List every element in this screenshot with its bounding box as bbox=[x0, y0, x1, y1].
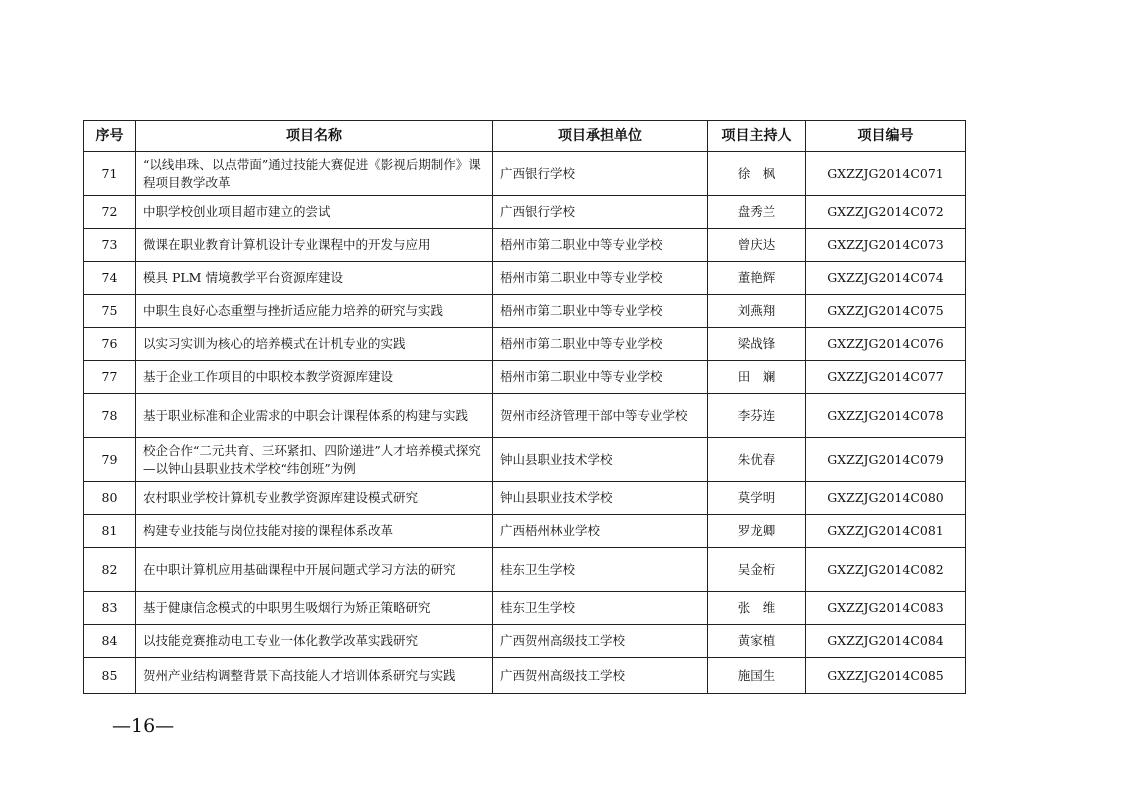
cell-num: 83 bbox=[84, 592, 136, 625]
cell-num: 77 bbox=[84, 361, 136, 394]
cell-num: 78 bbox=[84, 394, 136, 438]
header-host: 项目主持人 bbox=[708, 121, 806, 152]
table-row bbox=[84, 592, 966, 625]
cell-code: GXZZJG2014C073 bbox=[806, 229, 966, 262]
table-row bbox=[84, 625, 966, 658]
cell-code: GXZZJG2014C078 bbox=[806, 394, 966, 438]
table-row bbox=[84, 548, 966, 592]
cell-unit: 广西银行学校 bbox=[493, 196, 708, 229]
cell-unit: 钟山县职业技术学校 bbox=[493, 438, 708, 482]
cell-name: “以线串珠、以点带面”通过技能大赛促进《影视后期制作》课程项目教学改革 bbox=[136, 152, 493, 196]
cell-name: 中职生良好心态重塑与挫折适应能力培养的研究与实践 bbox=[136, 295, 493, 328]
cell-code: GXZZJG2014C080 bbox=[806, 482, 966, 515]
cell-name: 校企合作“二元共育、三环紧扣、四阶递进”人才培养模式探究—以钟山县职业技术学校“纬创班”为例 bbox=[136, 438, 493, 482]
cell-code: GXZZJG2014C075 bbox=[806, 295, 966, 328]
cell-name: 以实习实训为核心的培养模式在计机专业的实践 bbox=[136, 328, 493, 361]
cell-unit: 梧州市第二职业中等专业学校 bbox=[493, 361, 708, 394]
cell-name: 中职学校创业项目超市建立的尝试 bbox=[136, 196, 493, 229]
table-row bbox=[84, 262, 966, 295]
cell-name: 农村职业学校计算机专业教学资源库建设模式研究 bbox=[136, 482, 493, 515]
cell-unit: 梧州市第二职业中等专业学校 bbox=[493, 229, 708, 262]
cell-code: GXZZJG2014C076 bbox=[806, 328, 966, 361]
cell-code: GXZZJG2014C077 bbox=[806, 361, 966, 394]
cell-host: 莫学明 bbox=[708, 482, 806, 515]
cell-host: 董艳辉 bbox=[708, 262, 806, 295]
cell-num: 80 bbox=[84, 482, 136, 515]
table-row bbox=[84, 438, 966, 482]
table-row bbox=[84, 361, 966, 394]
cell-code: GXZZJG2014C085 bbox=[806, 658, 966, 694]
cell-code: GXZZJG2014C081 bbox=[806, 515, 966, 548]
cell-num: 81 bbox=[84, 515, 136, 548]
table-row bbox=[84, 482, 966, 515]
cell-host: 李芬连 bbox=[708, 394, 806, 438]
cell-unit: 桂东卫生学校 bbox=[493, 548, 708, 592]
cell-unit: 梧州市第二职业中等专业学校 bbox=[493, 262, 708, 295]
cell-num: 75 bbox=[84, 295, 136, 328]
cell-unit: 梧州市第二职业中等专业学校 bbox=[493, 295, 708, 328]
table-row bbox=[84, 196, 966, 229]
header-name: 项目名称 bbox=[136, 121, 493, 152]
cell-host: 吴金桁 bbox=[708, 548, 806, 592]
table-row bbox=[84, 328, 966, 361]
cell-code: GXZZJG2014C079 bbox=[806, 438, 966, 482]
cell-unit: 梧州市第二职业中等专业学校 bbox=[493, 328, 708, 361]
cell-host: 施国生 bbox=[708, 658, 806, 694]
cell-host: 徐 枫 bbox=[708, 152, 806, 196]
cell-num: 76 bbox=[84, 328, 136, 361]
cell-unit: 桂东卫生学校 bbox=[493, 592, 708, 625]
table-body bbox=[84, 152, 966, 694]
cell-name: 贺州产业结构调整背景下高技能人才培训体系研究与实践 bbox=[136, 658, 493, 694]
cell-code: GXZZJG2014C084 bbox=[806, 625, 966, 658]
cell-host: 盘秀兰 bbox=[708, 196, 806, 229]
cell-name: 微课在职业教育计算机设计专业课程中的开发与应用 bbox=[136, 229, 493, 262]
table-row bbox=[84, 658, 966, 694]
cell-code: GXZZJG2014C074 bbox=[806, 262, 966, 295]
project-table bbox=[83, 120, 966, 694]
table-row bbox=[84, 295, 966, 328]
page-number: —16— bbox=[112, 715, 175, 737]
cell-num: 74 bbox=[84, 262, 136, 295]
cell-name: 模具 PLM 情境教学平台资源库建设 bbox=[136, 262, 493, 295]
cell-host: 罗龙卿 bbox=[708, 515, 806, 548]
cell-num: 84 bbox=[84, 625, 136, 658]
cell-num: 72 bbox=[84, 196, 136, 229]
header-unit: 项目承担单位 bbox=[493, 121, 708, 152]
cell-host: 田 斓 bbox=[708, 361, 806, 394]
cell-unit: 贺州市经济管理干部中等专业学校 bbox=[493, 394, 708, 438]
cell-num: 85 bbox=[84, 658, 136, 694]
cell-code: GXZZJG2014C071 bbox=[806, 152, 966, 196]
header-num: 序号 bbox=[84, 121, 136, 152]
cell-name: 以技能竞赛推动电工专业一体化教学改革实践研究 bbox=[136, 625, 493, 658]
cell-num: 82 bbox=[84, 548, 136, 592]
cell-host: 朱优春 bbox=[708, 438, 806, 482]
table-header-row bbox=[84, 121, 966, 152]
cell-unit: 广西贺州高级技工学校 bbox=[493, 658, 708, 694]
header-code: 项目编号 bbox=[806, 121, 966, 152]
cell-unit: 广西贺州高级技工学校 bbox=[493, 625, 708, 658]
cell-name: 基于健康信念模式的中职男生吸烟行为矫正策略研究 bbox=[136, 592, 493, 625]
cell-num: 71 bbox=[84, 152, 136, 196]
cell-name: 基于企业工作项目的中职校本教学资源库建设 bbox=[136, 361, 493, 394]
cell-host: 张 维 bbox=[708, 592, 806, 625]
cell-num: 73 bbox=[84, 229, 136, 262]
cell-name: 基于职业标准和企业需求的中职会计课程体系的构建与实践 bbox=[136, 394, 493, 438]
cell-code: GXZZJG2014C083 bbox=[806, 592, 966, 625]
table-row bbox=[84, 229, 966, 262]
cell-name: 构建专业技能与岗位技能对接的课程体系改革 bbox=[136, 515, 493, 548]
cell-host: 梁战锋 bbox=[708, 328, 806, 361]
cell-host: 刘燕翔 bbox=[708, 295, 806, 328]
cell-num: 79 bbox=[84, 438, 136, 482]
cell-unit: 广西梧州林业学校 bbox=[493, 515, 708, 548]
cell-unit: 钟山县职业技术学校 bbox=[493, 482, 708, 515]
cell-code: GXZZJG2014C072 bbox=[806, 196, 966, 229]
cell-name: 在中职计算机应用基础课程中开展问题式学习方法的研究 bbox=[136, 548, 493, 592]
cell-code: GXZZJG2014C082 bbox=[806, 548, 966, 592]
table-row bbox=[84, 394, 966, 438]
cell-host: 曾庆达 bbox=[708, 229, 806, 262]
table-row bbox=[84, 152, 966, 196]
cell-host: 黄家植 bbox=[708, 625, 806, 658]
cell-unit: 广西银行学校 bbox=[493, 152, 708, 196]
table-row bbox=[84, 515, 966, 548]
